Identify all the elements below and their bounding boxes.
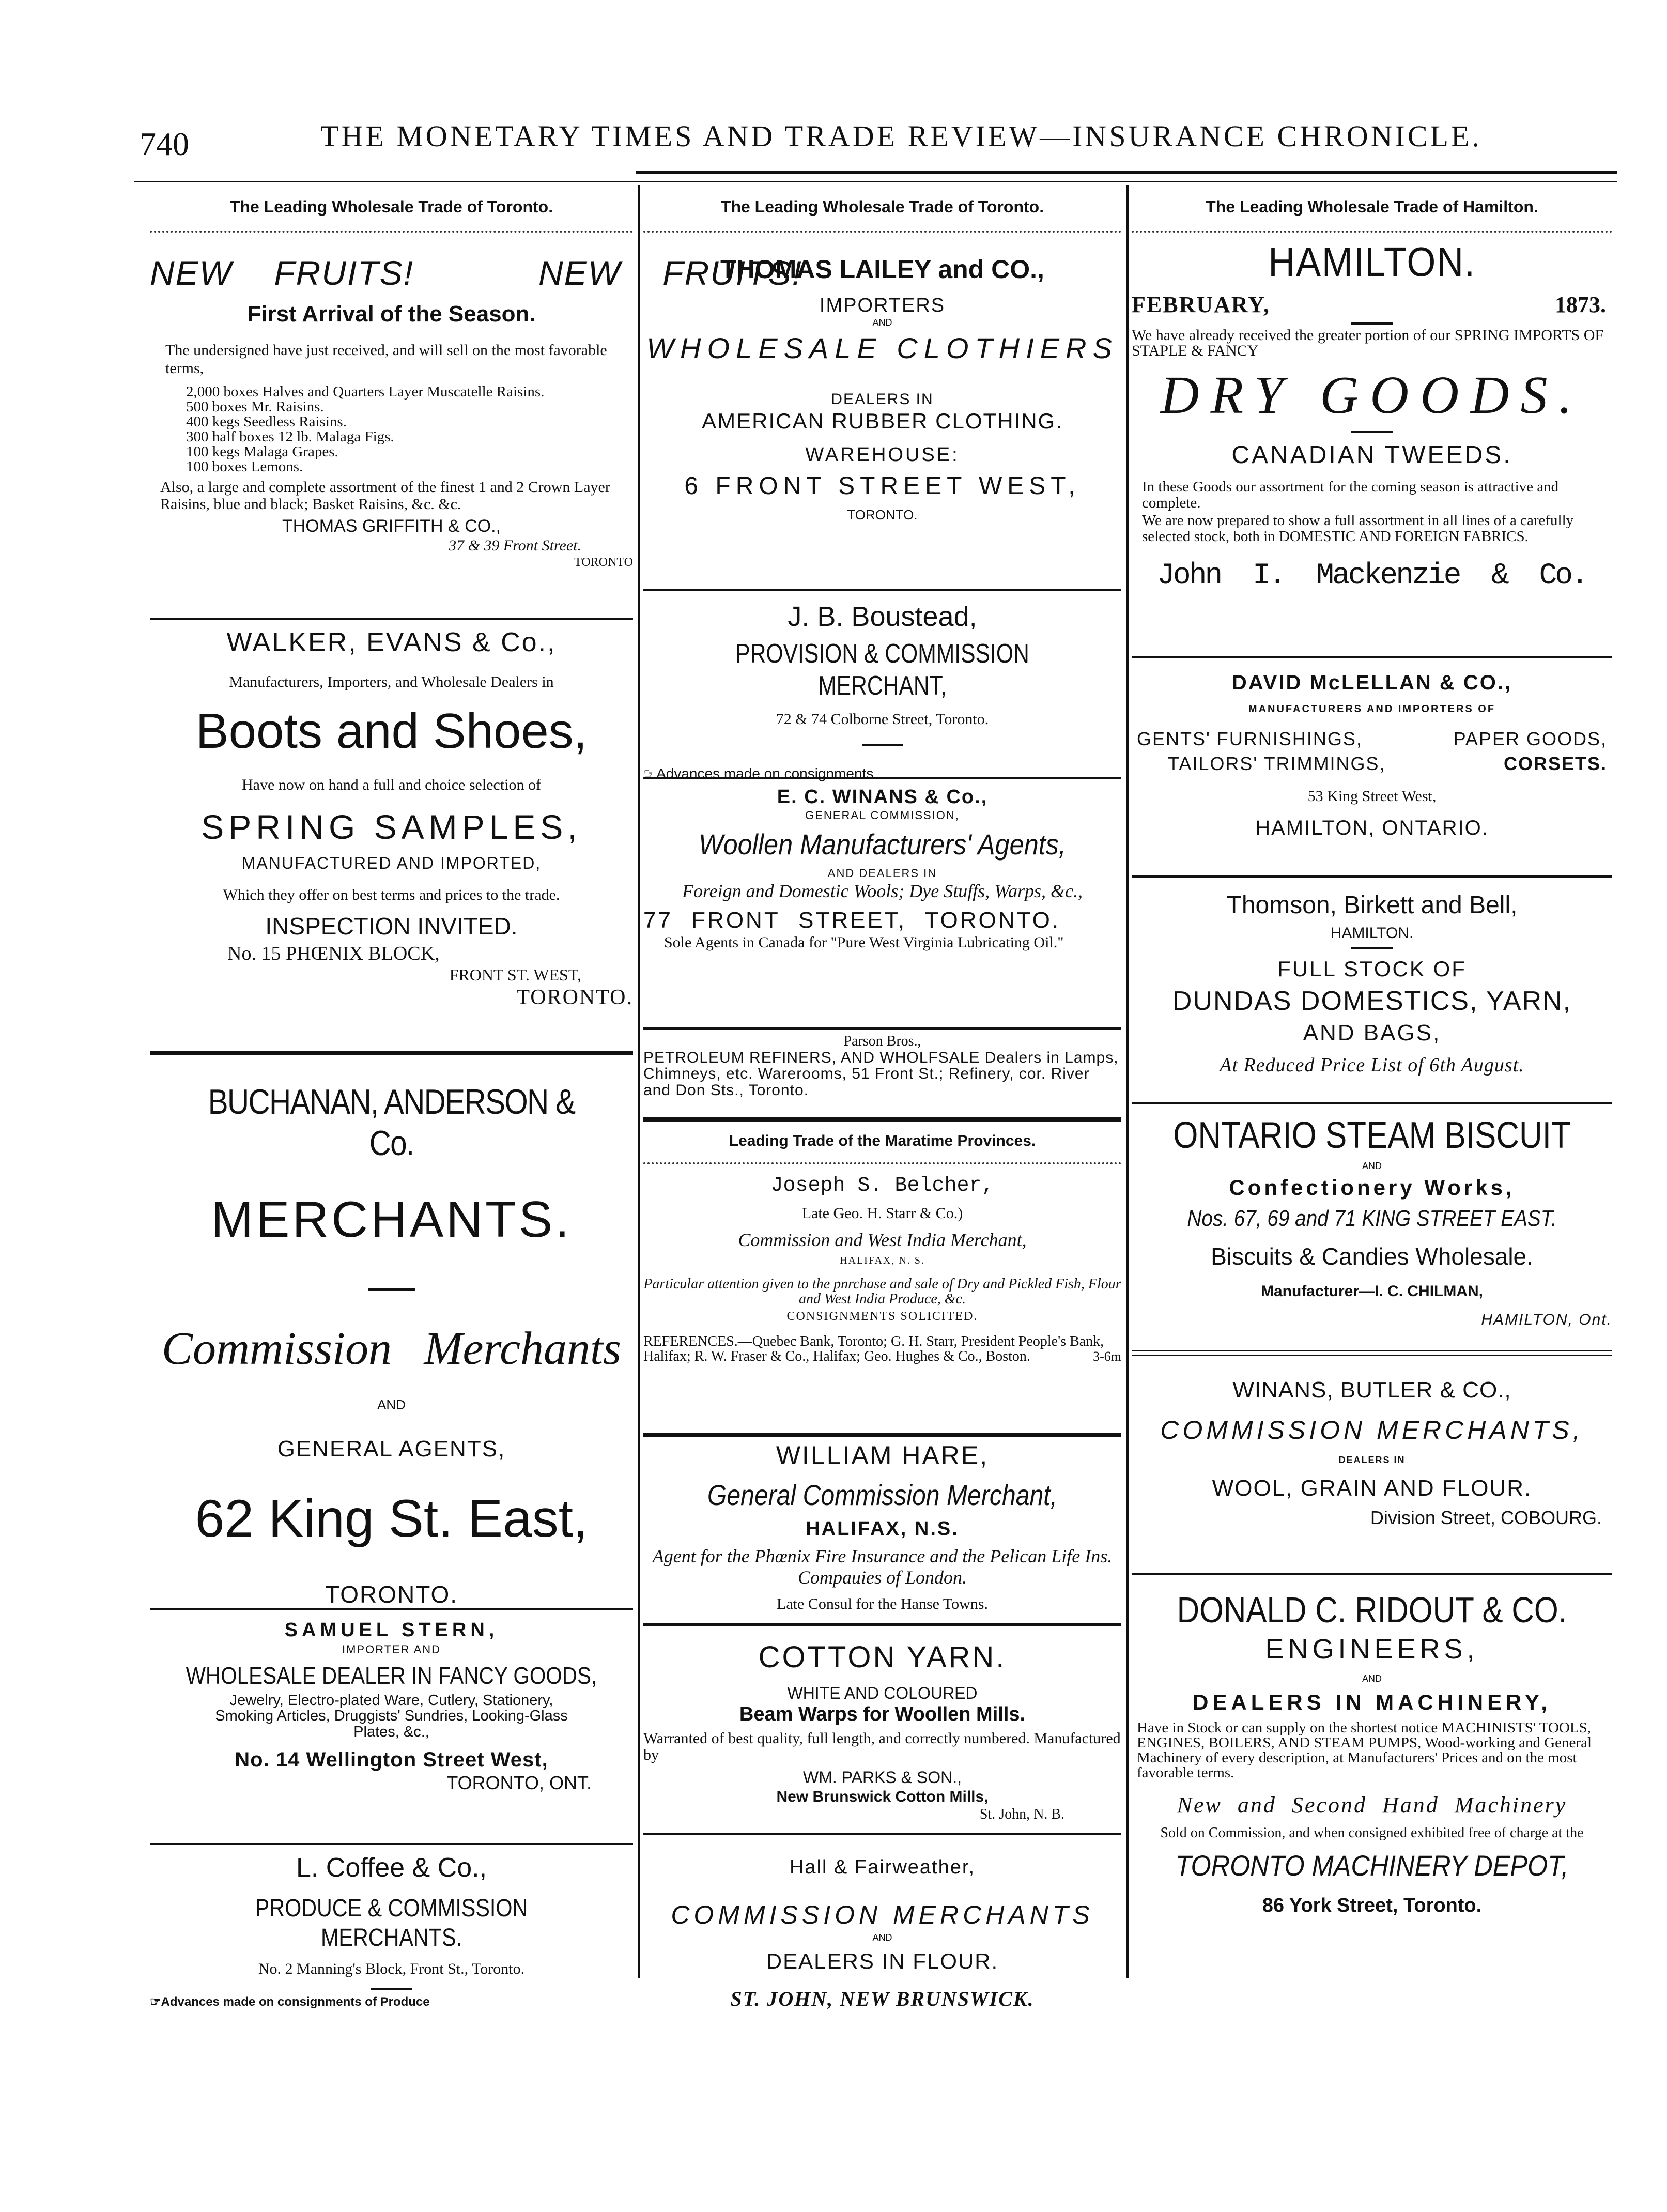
ad-headline: TORONTO MACHINERY DEPOT, [1175, 1849, 1569, 1882]
advert-hall-fairweather [643, 1835, 1121, 2010]
list-item: 500 boxes Mr. Raisins. [186, 398, 324, 416]
column-3 [1132, 186, 1612, 1990]
advert-ontario-biscuit [1132, 1104, 1612, 1350]
ad-text: DEALERS IN FLOUR. [766, 1949, 999, 1974]
ad-text: Which they offer on best terms and prices to the trade. [223, 886, 560, 903]
ad-headline: COTTON YARN. [758, 1640, 1007, 1675]
ad-subheadline: First Arrival of the Season. [247, 301, 536, 327]
ad-text: DEALERS IN [1338, 1454, 1406, 1465]
firm-name: BUCHANAN, ANDERSON & Co. [208, 1082, 575, 1163]
ad-text: The undersigned have just received, and will sell on the most favorable terms, [165, 341, 607, 377]
ad-headline: Commission and West India Merchant, [738, 1229, 1027, 1250]
goods-item: CORSETS. [1503, 753, 1607, 774]
ad-headline: COMMISSION MERCHANTS, [1160, 1415, 1584, 1445]
advert-william-hare [643, 1437, 1121, 1623]
page-number: 740 [140, 126, 189, 162]
advert-thomas-lailey [643, 233, 1121, 589]
firm-name: Parson Bros., [843, 1033, 921, 1049]
column-divider [638, 185, 640, 1978]
column-2 [643, 186, 1121, 2010]
ad-text: AND [377, 1397, 406, 1413]
firm-city: HALIFAX, N.S. [806, 1518, 959, 1540]
firm-name: WINANS, BUTLER & CO., [1232, 1377, 1511, 1403]
ad-text: Late Consul for the Hanse Towns. [777, 1595, 988, 1612]
firm-name: L. Coffee & Co., [296, 1852, 487, 1883]
firm-address: 86 York Street, Toronto. [1262, 1894, 1482, 1916]
ad-text: DEALERS IN [831, 390, 934, 408]
ad-text: Have in Stock or can supply on the shortest notice MACHINISTS' TOOLS, ENGINES, BOILERS, AND STEAM PUMPS, Wood-working and General Machinery of every description, at Manufacturers' Prices and on the most favorable terms. [1137, 1719, 1592, 1781]
ad-text: At Reduced Price List of 6th August. [1220, 1054, 1524, 1076]
page-header [134, 114, 1612, 162]
firm-address: Division Street, COBOURG. [1370, 1507, 1602, 1528]
ad-text: Agent for the Phœnix Fire Insurance and the Pelican Life Ins. Compauies of London. [652, 1546, 1113, 1588]
ad-text: MANUFACTURED AND IMPORTED, [241, 854, 542, 873]
firm-city: TORONTO. [847, 507, 918, 523]
ad-code: 3-6m [1093, 1348, 1121, 1364]
advert-griffith [150, 233, 802, 618]
ad-text: Sold on Commission, and when consigned exhibited free of charge at the [1160, 1824, 1584, 1841]
advert-boustead [643, 591, 1121, 781]
ad-text: AND [872, 317, 892, 328]
firm-city: HAMILTON, ONTARIO. [1255, 816, 1489, 839]
column-1 [150, 186, 802, 2009]
firm-name: DAVID McLELLAN & CO., [1231, 671, 1512, 694]
rule [1351, 322, 1393, 325]
advert-samuel-stern [150, 1610, 633, 1843]
ad-text: Late Geo. H. Starr & Co.) [801, 1205, 963, 1222]
ad-headline: NEW FRUITS! NEW FRUITS! [150, 253, 802, 292]
firm-city: TORONTO, ONT. [446, 1772, 592, 1794]
advert-parson-bros [643, 1030, 1121, 1117]
ad-text: WOOL, GRAIN AND FLOUR. [1212, 1475, 1532, 1501]
advert-ridout [1132, 1575, 1612, 1932]
ad-headline: PROVISION & COMMISSION MERCHANT, [735, 639, 1029, 701]
goods-item: PAPER GOODS, [1453, 728, 1607, 749]
firm-name: SAMUEL STERN, [284, 1619, 499, 1641]
section-heading: The Leading Wholesale Trade of Toronto. [150, 186, 633, 233]
ad-headline: ENGINEERS, [1265, 1634, 1479, 1665]
advert-mackenzie [1132, 233, 1612, 656]
header-rule [636, 171, 1617, 174]
ad-text: IMPORTER AND [342, 1642, 441, 1656]
column-divider [1126, 185, 1129, 1978]
firm-name: DONALD C. RIDOUT & CO. [1177, 1589, 1567, 1630]
advert-buchanan-anderson [150, 1055, 633, 1608]
date-line [1132, 291, 1612, 318]
ad-text: Warranted of best quality, full length, and correctly numbered. Manufactured by [643, 1730, 1121, 1763]
firm-address: New Brunswick Cotton Mills, [776, 1788, 989, 1805]
ad-headline: MERCHANTS. [211, 1191, 572, 1248]
list-item: 2,000 boxes Halves and Quarters Layer Muscatelle Raisins. [186, 383, 545, 401]
ad-headline: DEALERS IN MACHINERY, [1193, 1690, 1551, 1715]
ad-headline: Beam Warps for Woollen Mills. [739, 1703, 1026, 1726]
firm-name: ONTARIO STEAM BISCUIT [1173, 1114, 1571, 1156]
firm-city: TORONTO. [325, 1580, 458, 1608]
ad-divider [643, 1433, 1121, 1437]
rule [1351, 431, 1393, 433]
firm-name: Joseph S. Belcher, [770, 1174, 994, 1198]
ad-divider [150, 1051, 633, 1055]
ad-text: REFERENCES.—Quebec Bank, Toronto; G. H. Starr, President People's Bank, Halifax; R. W. Fraser & Co., Halifax; Geo. Hughes & Co., Boston. [643, 1333, 1104, 1365]
firm-address: No. 2 Manning's Block, Front St., Toronto. [258, 1960, 525, 1978]
advert-winans-butler [1132, 1356, 1612, 1573]
list-item: 400 kegs Seedless Raisins. [186, 413, 347, 431]
ad-text: GENERAL COMMISSION, [805, 808, 960, 822]
ad-headline: Confectionery Works, [1229, 1175, 1515, 1200]
ad-text: WAREHOUSE: [805, 443, 960, 466]
rule [1351, 947, 1393, 949]
advert-belcher [643, 1164, 1121, 1433]
ad-headline: General Commission Merchant, [707, 1479, 1058, 1512]
ad-text: IMPORTERS [819, 294, 946, 316]
list-item: 300 half boxes 12 lb. Malaga Figs. [186, 428, 394, 446]
goods-item: TAILORS' TRIMMINGS, [1168, 753, 1386, 774]
firm-name: Thomson, Birkett and Bell, [1226, 891, 1518, 919]
header-rule-thin [134, 181, 1617, 182]
ad-text: Jewelry, Electro-plated Ware, Cutlery, Stationery, Smoking Articles, Druggists' Sundries, Looking-Glass Plates, &c., [215, 1692, 568, 1740]
ad-text: Sole Agents in Canada for "Pure West Virginia Lubricating Oil." [664, 933, 1064, 951]
advert-thomson-birkett [1132, 878, 1612, 1102]
ad-text: WHITE AND COLOURED [787, 1683, 978, 1702]
firm-city: HALIFAX, N. S. [840, 1255, 925, 1267]
ad-headline: Biscuits & Candies Wholesale. [1211, 1243, 1533, 1270]
firm-name: Hall & Fairweather, [789, 1856, 975, 1879]
advert-walker-evans [150, 620, 633, 1051]
firm-address: FRONT ST. WEST, [449, 965, 581, 985]
ad-headline: WHOLESALE DEALER IN FANCY GOODS, [186, 1662, 597, 1689]
ad-note: ☞Advances made on consignments. [643, 765, 878, 781]
firm-name: THOMAS GRIFFITH & CO., [282, 516, 501, 536]
ad-headline: SPRING SAMPLES, [201, 808, 582, 847]
goods-line [1132, 753, 1612, 775]
ad-headline: PRODUCE & COMMISSION MERCHANTS. [255, 1895, 528, 1952]
firm-address: 37 & 39 Front Street. [449, 537, 581, 555]
list-item: 100 kegs Malaga Grapes. [186, 443, 338, 460]
advert-cotton-yarn [643, 1626, 1121, 1833]
ad-headline: DRY GOODS. [1160, 365, 1584, 425]
section-heading: Leading Trade of the Maratime Provinces. [643, 1122, 1121, 1164]
list-item: 100 boxes Lemons. [186, 458, 303, 475]
ad-text: FULL STOCK OF [1277, 956, 1467, 981]
firm-address: Nos. 67, 69 and 71 KING STREET EAST. [1187, 1206, 1557, 1232]
masthead-title: THE MONETARY TIMES AND TRADE REVIEW—INSURANCE CHRONICLE. [320, 119, 1482, 153]
rule [368, 1288, 415, 1291]
ad-headline: HAMILTON. [1268, 238, 1476, 285]
firm-name: WILLIAM HARE, [776, 1441, 989, 1470]
ad-text: Foreign and Domestic Wools; Dye Stuffs, Warps, &c., [682, 880, 1083, 901]
firm-name: WALKER, EVANS & Co., [226, 627, 557, 657]
firm-name: THOMAS LAILEY and CO., [720, 254, 1044, 284]
firm-city: HAMILTON. [1330, 925, 1414, 942]
firm-city: TORONTO [574, 555, 633, 569]
rule [371, 1988, 412, 1990]
ad-text: In these Goods our assortment for the coming season is attractive and complete. [1142, 479, 1559, 511]
ad-headline: Boots and Shoes, [195, 703, 588, 759]
firm-name: J. B. Boustead, [788, 601, 977, 632]
firm-name: John I. Mackenzie & Co. [1157, 559, 1587, 593]
ad-text: PETROLEUM REFINERS, AND WHOLFSALE Dealers in Lamps, Chimneys, etc. Warerooms, 51 Front St.; Refinery, cor. River and Don Sts., Toronto. [643, 1049, 1119, 1099]
ad-headline: 62 King St. East, [195, 1488, 588, 1548]
ad-note: ☞Advances made on consignments of Produce [150, 1994, 430, 2009]
advert-mclellan [1132, 658, 1612, 875]
firm-address: No. 15 PHŒNIX BLOCK, [227, 943, 440, 965]
ad-text: INSPECTION INVITED. [265, 913, 518, 940]
firm-address: 6 FRONT STREET WEST, [684, 472, 1081, 500]
ad-headline: WHOLESALE CLOTHIERS [646, 331, 1118, 364]
firm-address: 53 King Street West, [1307, 788, 1437, 805]
section-heading: The Leading Wholesale Trade of Toronto. [643, 186, 1121, 233]
firm-name: E. C. WINANS & Co., [777, 786, 988, 808]
ad-text: AND [872, 1932, 892, 1943]
ad-text: AND BAGS, [1303, 1020, 1441, 1046]
ad-text: CONSIGNMENTS SOLICITED. [786, 1309, 978, 1323]
item-list [150, 385, 633, 474]
ad-text: AND [1362, 1673, 1382, 1684]
ad-headline: DUNDAS DOMESTICS, YARN, [1172, 986, 1572, 1017]
ad-text: GENERAL AGENTS, [277, 1436, 506, 1462]
firm-address: 72 & 74 Colborne Street, Toronto. [776, 711, 989, 728]
goods-item: GENTS' FURNISHINGS, [1137, 728, 1363, 749]
rule [862, 744, 903, 746]
ad-text: AND DEALERS IN [827, 866, 937, 880]
ad-text: Also, a large and complete assortment of the finest 1 and 2 Crown Layer Raisins, blue and black; Basket Raisins, &c. &c. [160, 479, 610, 513]
advert-ec-winans [643, 779, 1121, 1027]
firm-address: 77 FRONT STREET, TORONTO. [643, 908, 1061, 933]
goods-line [1132, 728, 1612, 750]
advert-coffee [150, 1845, 633, 2016]
section-heading: The Leading Wholesale Trade of Hamilton. [1132, 186, 1612, 233]
ad-headline: New and Second Hand Machinery [1177, 1792, 1567, 1818]
ad-text: Have now on hand a full and choice selection of [242, 776, 541, 793]
ad-text: AMERICAN RUBBER CLOTHING. [702, 409, 1063, 434]
ad-divider [643, 1117, 1121, 1122]
ad-headline: Commission Merchants [161, 1323, 622, 1374]
ad-text: MANUFACTURERS AND IMPORTERS OF [1248, 703, 1496, 715]
ad-text: Manufacturers, Importers, and Wholesale Dealers in [229, 673, 554, 691]
ad-headline: COMMISSION MERCHANTS [671, 1900, 1094, 1929]
firm-name: WM. PARKS & SON., [803, 1768, 962, 1787]
firm-address: No. 14 Wellington Street West, [235, 1748, 548, 1772]
ad-text: Particular attention given to the pnrchase and sale of Dry and Pickled Fish, Flour and West India Produce, &c. [643, 1276, 1121, 1308]
ad-headline: Woollen Manufacturers' Agents, [699, 827, 1066, 861]
ad-divider [1132, 1350, 1612, 1356]
ad-text: Manufacturer—I. C. CHILMAN, [1260, 1282, 1484, 1300]
firm-city: St. John, N. B. [979, 1806, 1064, 1823]
ad-subheadline: CANADIAN TWEEDS. [1231, 441, 1512, 469]
ad-text: We have already received the greater portion of our SPRING IMPORTS OF STAPLE & FANCY [1132, 327, 1604, 360]
firm-city: HAMILTON, Ont. [1481, 1311, 1612, 1329]
firm-city: ST. JOHN, NEW BRUNSWICK. [730, 1987, 1035, 2010]
date-year: 1873. [1555, 292, 1606, 318]
ad-text: We are now prepared to show a full assortment in all lines of a carefully selected stock, both in DOMESTIC AND FOREIGN FABRICS. [1142, 512, 1574, 545]
date-month: FEBRUARY, [1132, 292, 1270, 318]
firm-city: TORONTO. [516, 986, 633, 1010]
ad-text: AND [1362, 1160, 1382, 1171]
